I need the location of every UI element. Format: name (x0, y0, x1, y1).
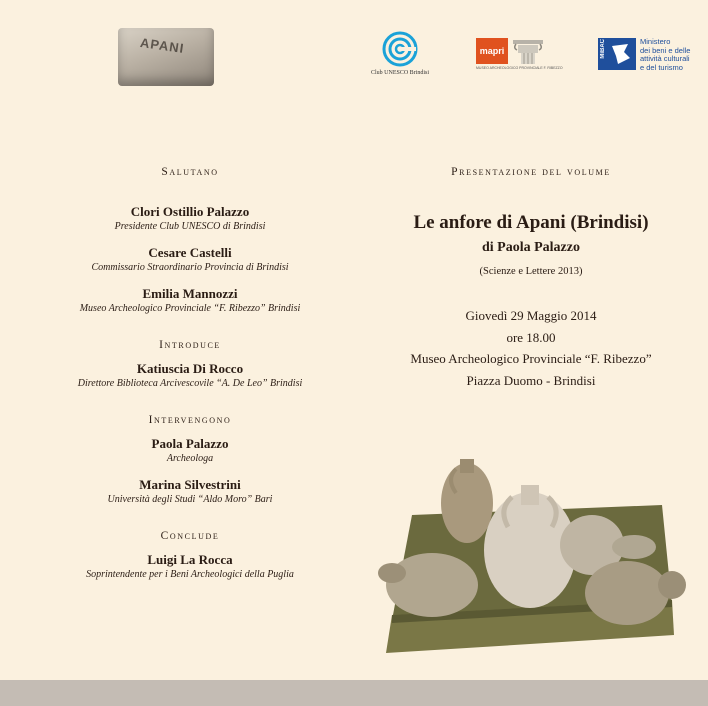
speaker-entry (20, 436, 360, 465)
speaker-entry (20, 477, 360, 506)
event-time: ore 18.00 (506, 329, 556, 345)
speaker-entry (20, 204, 360, 233)
unesco-spiral-icon (380, 30, 420, 68)
speakers-column (20, 166, 360, 581)
footer-band (0, 680, 708, 706)
event-column (354, 166, 708, 391)
mapri-caption: MUSEO ARCHEOLOGICO PROVINCIALE F. RIBEZZO (476, 66, 563, 70)
stamp-inscription: APANI (139, 34, 186, 57)
speaker-role: Museo Archeologico Provinciale “F. Ribezzo” Brindisi (79, 303, 301, 314)
speaker-role: Università degli Studi “Aldo Moro” Bari (107, 494, 273, 505)
speaker-role: Commissario Straordinario Provincia di Brindisi (91, 262, 289, 273)
amphorae-crate-image (372, 455, 688, 655)
speaker-name: Luigi La Rocca (147, 552, 233, 567)
speaker-role: Presidente Club UNESCO di Brindisi (114, 221, 266, 232)
section-heading-salutano: Salutano (161, 166, 219, 178)
event-date: Giovedì 29 Maggio 2014 (465, 308, 597, 323)
book-author: di Paola Palazzo (482, 240, 580, 255)
event-address: Piazza Duomo - Brindisi (466, 372, 596, 388)
mapri-label: mapri (476, 38, 508, 64)
unesco-logo (362, 30, 438, 76)
mibac-line-1: Ministero (640, 37, 671, 46)
mibac-line-3: attività culturali (640, 54, 690, 63)
book-publisher: (Scienze e Lettere 2013) (479, 266, 583, 277)
speaker-entry (20, 361, 360, 390)
speaker-name: Clori Ostillio Palazzo (130, 204, 250, 219)
section-heading-intervengono: Intervengono (148, 414, 232, 426)
mibac-emblem-icon (598, 38, 636, 70)
speaker-name: Katiuscia Di Rocco (136, 361, 244, 376)
speaker-role: Archeologa (166, 453, 214, 464)
speaker-name: Marina Silvestrini (139, 477, 241, 492)
speaker-name: Cesare Castelli (148, 245, 232, 260)
mibac-logo (598, 38, 708, 78)
mibac-line-2: dei beni e delle (640, 45, 691, 55)
mapri-logo (476, 38, 563, 74)
event-details (354, 305, 708, 391)
book-title: Le anfore di Apani (Brindisi) (413, 212, 649, 233)
speaker-name: Paola Palazzo (151, 436, 229, 451)
section-heading-introduce: Introduce (159, 339, 221, 351)
mibac-label: MiBAC (600, 39, 606, 59)
speaker-entry (20, 286, 360, 315)
mibac-line-4: e del turismo (640, 62, 683, 72)
speaker-entry (20, 245, 360, 274)
section-heading-conclude: Conclude (160, 530, 220, 542)
speaker-name: Emilia Mannozzi (142, 286, 238, 301)
amphora-stamp-image (118, 28, 214, 86)
capital-column-icon (510, 38, 546, 64)
unesco-caption: Club UNESCO Brindisi (370, 70, 429, 76)
speaker-role: Soprintendente per i Beni Archeologici della Puglia (86, 569, 294, 580)
speaker-role: Direttore Biblioteca Arcivescovile “A. De Leo” Brindisi (77, 378, 303, 389)
presentation-heading: Presentazione del volume (451, 166, 611, 178)
event-venue: Museo Archeologico Provinciale “F. Ribezzo” (410, 351, 652, 366)
speaker-entry (20, 552, 360, 581)
